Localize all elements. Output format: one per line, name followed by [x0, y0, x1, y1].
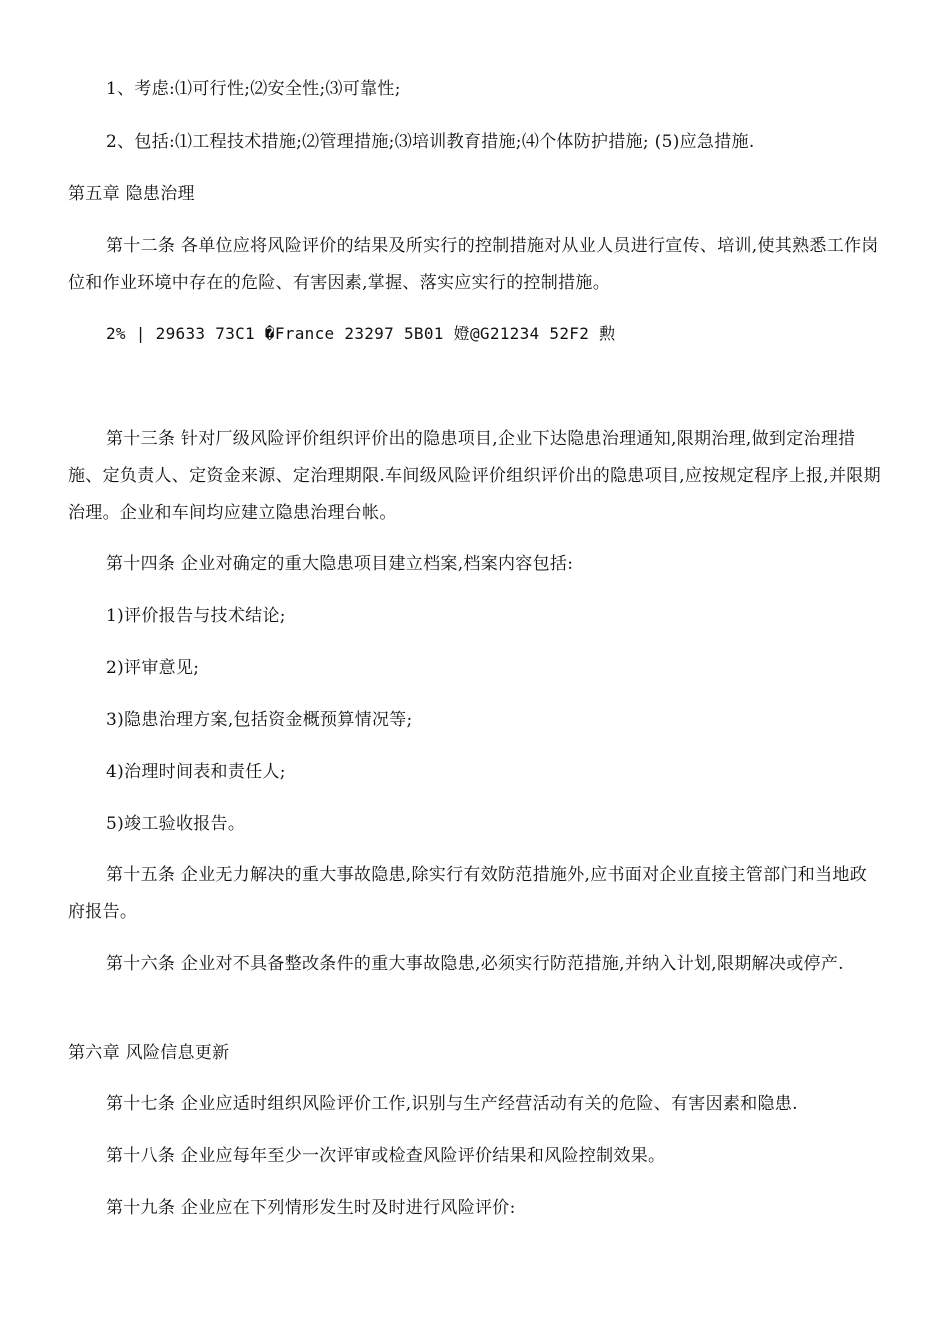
- article-14: 第十四条 企业对确定的重大隐患项目建立档案,档案内容包括:: [106, 554, 574, 574]
- article-17: 第十七条 企业应适时组织风险评价工作,识别与生产经营活动有关的危险、有害因素和隐患.: [106, 1094, 798, 1114]
- measures-line: 2、包括:⑴工程技术措施;⑵管理措施;⑶培训教育措施;⑷个体防护措施; (5)应急措施.: [106, 132, 755, 152]
- article-18: 第十八条 企业应每年至少一次评审或检查风险评价结果和风险控制效果。: [106, 1146, 666, 1166]
- list-item-1: 1)评价报告与技术结论;: [106, 606, 286, 626]
- list-item-5: 5)竣工验收报告。: [106, 814, 246, 834]
- article-13: 第十三条 针对厂级风险评价组织评价出的隐患项目,企业下达隐患治理通知,限期治理,做到定治理措施、定负责人、定资金来源、定治理期限.车间级风险评价组织评价出的隐患项目,应按规定程序上报,并限期治理。企业和车间均应建立隐患治理台帐。: [68, 429, 881, 523]
- chapter-5-heading: 第五章 隐患治理: [68, 184, 195, 204]
- article-15: 第十五条 企业无力解决的重大事故隐患,除实行有效防范措施外,应书面对企业直接主管部门和当地政府报告。: [68, 865, 868, 922]
- article-16: 第十六条 企业对不具备整改条件的重大事故隐患,必须实行防范措施,并纳入计划,限期解决或停产.: [106, 954, 844, 974]
- considerations-line: 1、考虑:⑴可行性;⑵安全性;⑶可靠性;: [106, 79, 401, 99]
- article-12: 第十二条 各单位应将风险评价的结果及所实行的控制措施对从业人员进行宣传、培训,使其熟悉工作岗位和作业环境中存在的危险、有害因素,掌握、落实应实行的控制措施。: [68, 236, 879, 293]
- list-item-3: 3)隐患治理方案,包括资金概预算情况等;: [106, 710, 413, 730]
- garbled-text-line: 2% | 29633 73C1 �France 23297 5B01 嬁@G21234 52F2 勲: [106, 324, 616, 343]
- article-19: 第十九条 企业应在下列情形发生时及时进行风险评价:: [106, 1198, 516, 1218]
- list-item-4: 4)治理时间表和责任人;: [106, 762, 286, 782]
- chapter-6-heading: 第六章 风险信息更新: [68, 1043, 230, 1063]
- list-item-2: 2)评审意见;: [106, 658, 200, 678]
